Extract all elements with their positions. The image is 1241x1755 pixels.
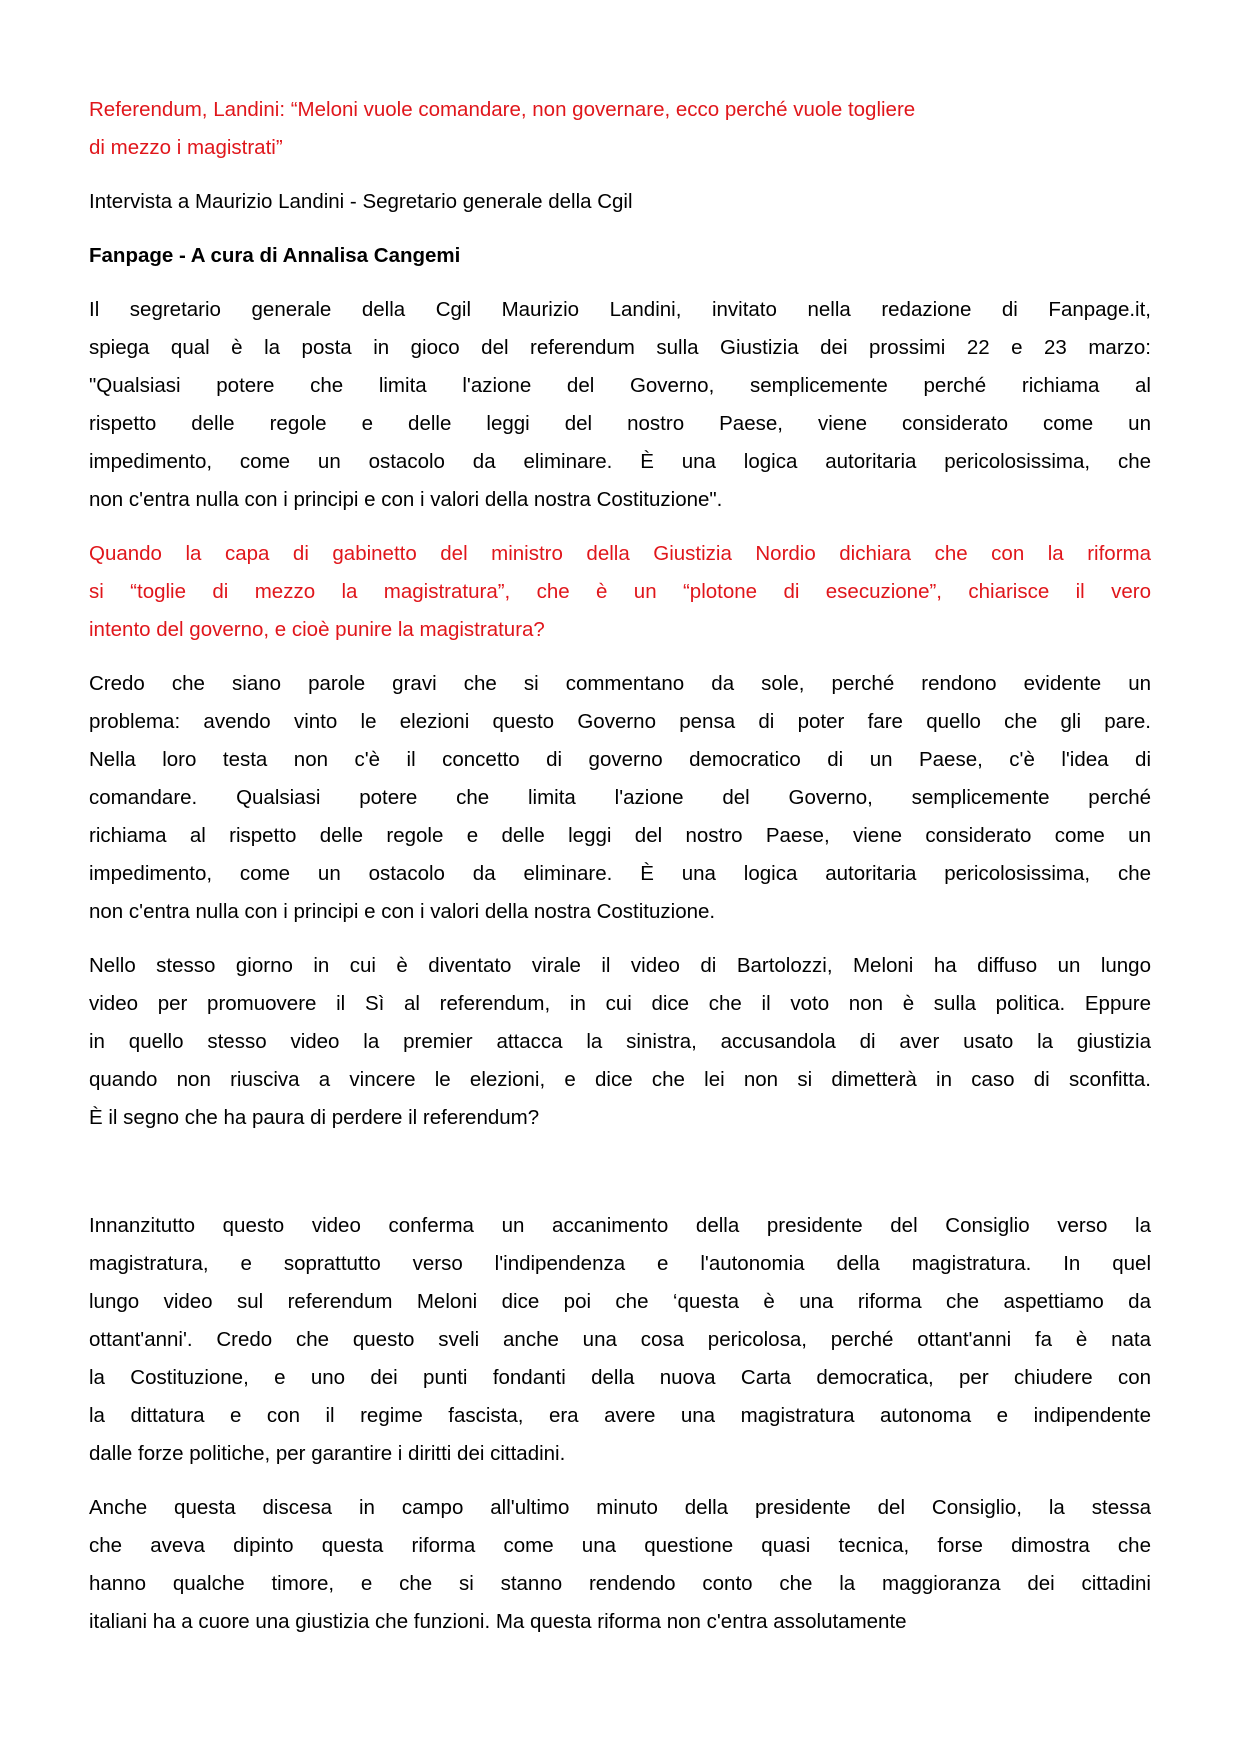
title-line: Referendum, Landini: “Meloni vuole comandare, non governare, ecco perché vuole togliere — [89, 98, 916, 121]
article-title — [89, 91, 1151, 167]
interview-question — [89, 535, 1151, 649]
paragraph-line: Nello stesso giorno in cui è diventato virale il video di Bartolozzi, Meloni ha diffuso un lungo — [89, 954, 1151, 977]
paragraph-line: Il segretario generale della Cgil Maurizio Landini, invitato nella redazione di Fanpage.it, — [89, 298, 1151, 321]
body-paragraph — [89, 1207, 1151, 1473]
paragraph-line: non c'entra nulla con i principi e con i valori della nostra Costituzione". — [89, 488, 723, 511]
paragraph-line: la dittatura e con il regime fascista, era avere una magistratura autonoma e indipendente — [89, 1404, 1151, 1427]
paragraph-line: impedimento, come un ostacolo da eliminare. È una logica autoritaria pericolosissima, che — [89, 450, 1151, 473]
empty-paragraph — [89, 1153, 1151, 1191]
paragraph-line: rispetto delle regole e delle leggi del nostro Paese, viene considerato come un — [89, 412, 1151, 435]
paragraph-line: che aveva dipinto questa riforma come una questione quasi tecnica, forse dimostra che — [89, 1534, 1151, 1557]
paragraph-line: hanno qualche timore, e che si stanno rendendo conto che la maggioranza dei cittadini — [89, 1572, 1151, 1595]
paragraph-line: problema: avendo vinto le elezioni questo Governo pensa di poter fare quello che gli pare. — [89, 710, 1151, 733]
paragraph-line: Anche questa discesa in campo all'ultimo minuto della presidente del Consiglio, la stessa — [89, 1496, 1151, 1519]
paragraph-line: È il segno che ha paura di perdere il referendum? — [89, 1106, 540, 1129]
paragraph-line: Quando la capa di gabinetto del ministro della Giustizia Nordio dichiara che con la riforma — [89, 542, 1151, 565]
paragraph-line: richiama al rispetto delle regole e delle leggi del nostro Paese, viene considerato come un — [89, 824, 1151, 847]
paragraph-line: la Costituzione, e uno dei punti fondanti della nuova Carta democratica, per chiudere con — [89, 1366, 1151, 1389]
paragraph-line: quando non riusciva a vincere le elezioni, e dice che lei non si dimetterà in caso di sconfitta. — [89, 1068, 1151, 1091]
paragraph-line: magistratura, e soprattutto verso l'indipendenza e l'autonomia della magistratura. In quel — [89, 1252, 1151, 1275]
paragraph-line: comandare. Qualsiasi potere che limita l'azione del Governo, semplicemente perché — [89, 786, 1151, 809]
paragraph-line: ottant'anni'. Credo che questo sveli anche una cosa pericolosa, perché ottant'anni fa è nata — [89, 1328, 1151, 1351]
body-paragraph — [89, 947, 1151, 1137]
article-byline — [89, 237, 1151, 275]
paragraph-line: spiega qual è la posta in gioco del referendum sulla Giustizia dei prossimi 22 e 23 marzo: — [89, 336, 1151, 359]
paragraph-line: in quello stesso video la premier attacca la sinistra, accusandola di aver usato la giustizia — [89, 1030, 1151, 1053]
paragraph-line: "Qualsiasi potere che limita l'azione del Governo, semplicemente perché richiama al — [89, 374, 1151, 397]
paragraph-line: italiani ha a cuore una giustizia che funzioni. Ma questa riforma non c'entra assolutamente — [89, 1610, 907, 1633]
paragraph-line: lungo video sul referendum Meloni dice poi che ‘questa è una riforma che aspettiamo da — [89, 1290, 1151, 1313]
paragraph-line: dalle forze politiche, per garantire i diritti dei cittadini. — [89, 1442, 566, 1465]
body-paragraph — [89, 665, 1151, 931]
paragraph-line: si “toglie di mezzo la magistratura”, che è un “plotone di esecuzione”, chiarisce il vero — [89, 580, 1151, 603]
paragraph-line: Innanzitutto questo video conferma un accanimento della presidente del Consiglio verso la — [89, 1214, 1151, 1237]
paragraph-line: non c'entra nulla con i principi e con i valori della nostra Costituzione. — [89, 900, 716, 923]
paragraph-line: video per promuovere il Sì al referendum, in cui dice che il voto non è sulla politica. Eppure — [89, 992, 1151, 1015]
article-subtitle — [89, 183, 1151, 221]
body-paragraph — [89, 1489, 1151, 1641]
paragraph-line: impedimento, come un ostacolo da eliminare. È una logica autoritaria pericolosissima, che — [89, 862, 1151, 885]
body-paragraph — [89, 291, 1151, 519]
paragraph-line: Credo che siano parole gravi che si commentano da sole, perché rendono evidente un — [89, 672, 1151, 695]
paragraph-line: intento del governo, e cioè punire la magistratura? — [89, 618, 545, 641]
article-body — [89, 291, 1151, 1641]
byline-text: Fanpage - A cura di Annalisa Cangemi — [89, 244, 461, 267]
title-line: di mezzo i magistrati” — [89, 136, 283, 159]
paragraph-line: Nella loro testa non c'è il concetto di governo democratico di un Paese, c'è l'idea di — [89, 748, 1151, 771]
document-page — [89, 91, 1151, 1657]
subtitle-text: Intervista a Maurizio Landini - Segretario generale della Cgil — [89, 190, 633, 213]
